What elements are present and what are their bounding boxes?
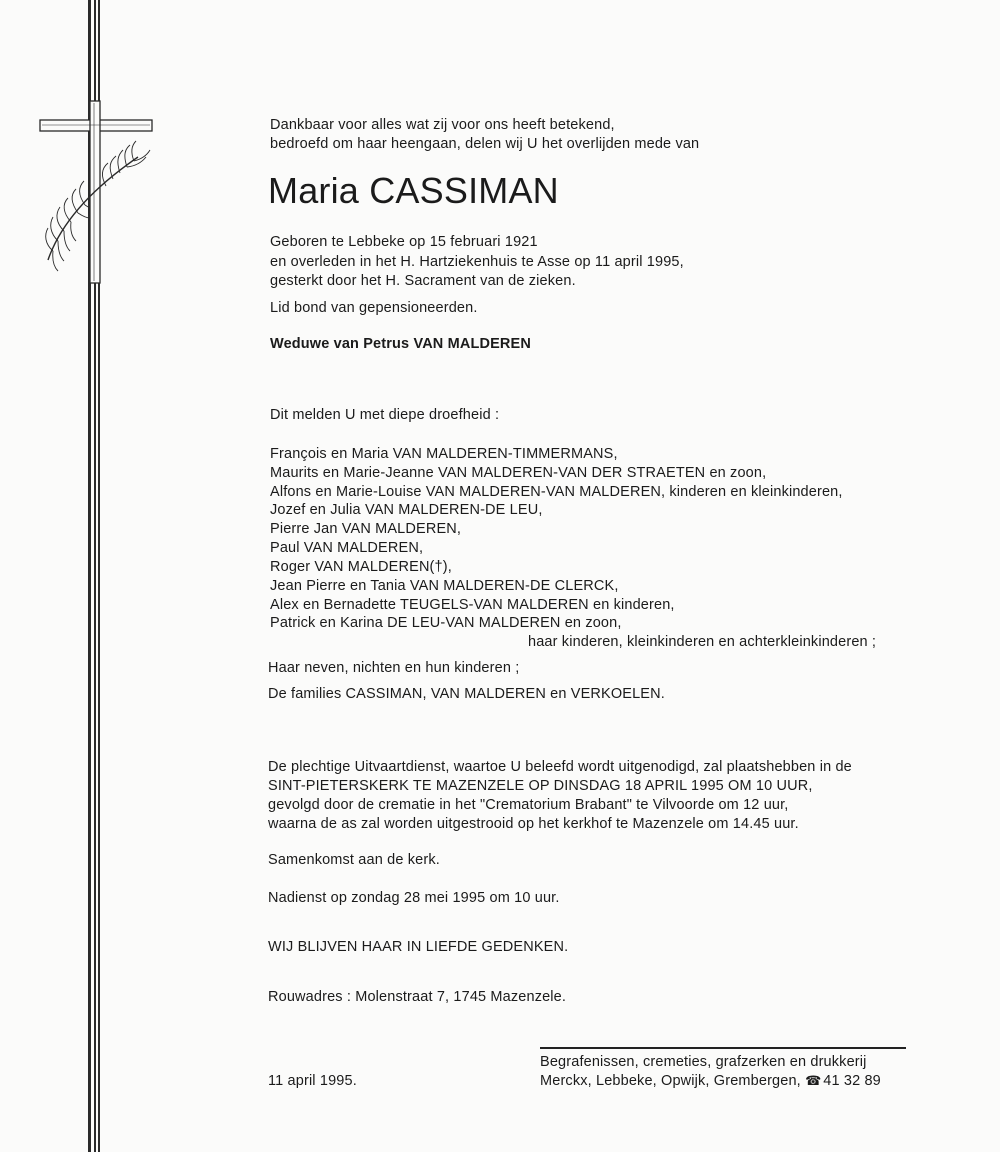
service-line: waarna de as zal worden uitgestrooid op het kerkhof te Mazenzele om 14.45 uur. — [268, 816, 799, 832]
family-member: Alfons en Marie-Louise VAN MALDEREN-VAN MALDEREN, kinderen en kleinkinderen, — [270, 484, 843, 500]
family-member: François en Maria VAN MALDEREN-TIMMERMANS, — [270, 446, 618, 462]
card-date: 11 april 1995. — [268, 1073, 357, 1089]
service-line: SINT-PIETERSKERK TE MAZENZELE OP DINSDAG 18 APRIL 1995 OM 10 UUR, — [268, 778, 813, 794]
service-line: De plechtige Uitvaartdienst, waartoe U beleefd wordt uitgenodigd, zal plaatshebben in de — [268, 759, 852, 775]
cross-with-palm-icon — [30, 95, 160, 285]
family-member: Maurits en Marie-Jeanne VAN MALDEREN-VAN DER STRAETEN en zoon, — [270, 465, 767, 481]
family-summary: haar kinderen, kleinkinderen en achterkleinkinderen ; — [528, 634, 877, 650]
deceased-first-name: Maria — [268, 170, 360, 211]
relatives-line: Haar neven, nichten en hun kinderen ; — [268, 660, 520, 676]
widow-line: Weduwe van Petrus VAN MALDEREN — [270, 336, 531, 352]
bio-line: gesterkt door het H. Sacrament van de zieken. — [270, 273, 576, 289]
printer-location: Merckx, Lebbeke, Opwijk, Grembergen, — [540, 1073, 801, 1089]
printer-contact — [540, 1073, 881, 1089]
bio-line: en overleden in het H. Hartziekenhuis te Asse op 11 april 1995, — [270, 254, 684, 270]
family-member: Roger VAN MALDEREN(†), — [270, 559, 452, 575]
intro-line: bedroefd om haar heengaan, delen wij U het overlijden mede van — [270, 136, 700, 152]
printer-divider — [540, 1047, 906, 1049]
family-member: Jozef en Julia VAN MALDEREN-DE LEU, — [270, 502, 543, 518]
intro-line: Dankbaar voor alles wat zij voor ons heeft betekend, — [270, 117, 615, 133]
family-member: Paul VAN MALDEREN, — [270, 540, 424, 556]
deceased-last-name: CASSIMAN — [369, 170, 559, 211]
bio-line: Lid bond van gepensioneerden. — [270, 300, 478, 316]
service-line: gevolgd door de crematie in het "Crematorium Brabant" te Vilvoorde om 12 uur, — [268, 797, 789, 813]
families-line: De families CASSIMAN, VAN MALDEREN en VERKOELEN. — [268, 686, 665, 702]
remembrance-line: WIJ BLIJVEN HAAR IN LIEFDE GEDENKEN. — [268, 939, 569, 955]
announce-line: Dit melden U met diepe droefheid : — [270, 407, 500, 423]
address-line: Rouwadres : Molenstraat 7, 1745 Mazenzele. — [268, 989, 567, 1005]
telephone-icon: ☎ — [805, 1073, 822, 1088]
meeting-line: Samenkomst aan de kerk. — [268, 852, 440, 868]
printer-phone: 41 32 89 — [823, 1073, 881, 1089]
family-member: Pierre Jan VAN MALDEREN, — [270, 521, 462, 537]
bio-line: Geboren te Lebbeke op 15 februari 1921 — [270, 234, 538, 250]
deceased-name — [268, 170, 559, 212]
family-member: Patrick en Karina DE LEU-VAN MALDEREN en zoon, — [270, 615, 622, 631]
printer-line: Begrafenissen, cremeties, grafzerken en drukkerij — [540, 1054, 867, 1070]
family-member: Jean Pierre en Tania VAN MALDEREN-DE CLERCK, — [270, 578, 619, 594]
family-member: Alex en Bernadette TEUGELS-VAN MALDEREN en kinderen, — [270, 597, 675, 613]
after-service-line: Nadienst op zondag 28 mei 1995 om 10 uur. — [268, 890, 560, 906]
